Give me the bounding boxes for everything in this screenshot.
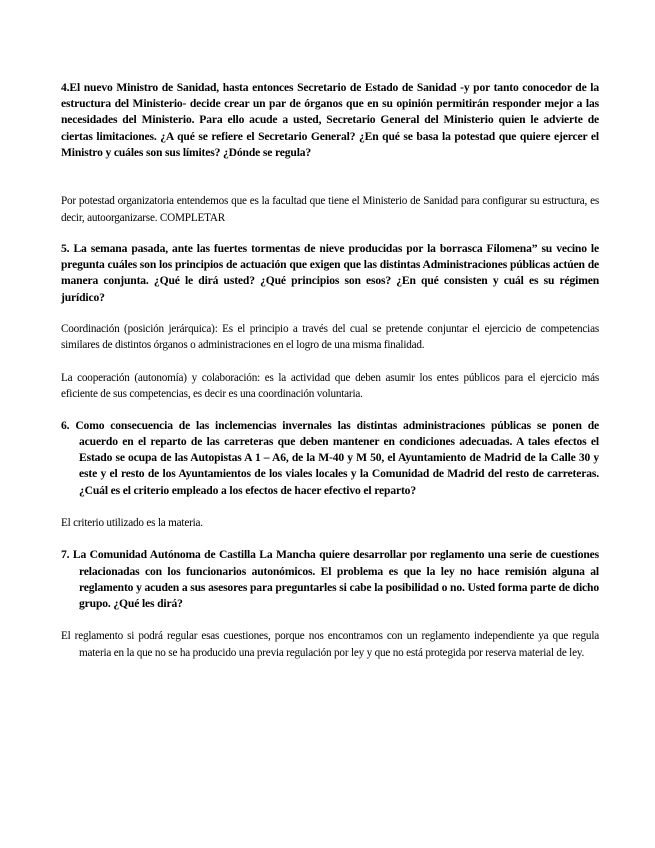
document-page: [61, 80, 599, 661]
question-6: 6. Como consecuencia de las inclemencias invernales las distintas administraciones públicas se ponen de acuerdo en el reparto de las carreteras que deben mantener en condiciones adecuadas. A tales efectos el Estado se ocupa de las Autopistas A 1 – A6, de la M-40 y M 50, el Ayuntamiento de Madrid de la Calle 30 y este y el resto de los Ayuntamientos de los viales locales y la Comunidad de Madrid del resto de carreteras. ¿Cuál es el criterio empleado a los efectos de hacer efectivo el reparto?: [61, 418, 599, 497]
question-7: 7. La Comunidad Autónoma de Castilla La Mancha quiere desarrollar por reglamento una serie de cuestiones relacionadas con los funcionarios autonómicos. El problema es que la ley no hace remisión alguna al reglamento y acuden a sus asesores para preguntarles si cabe la posibilidad o no. Usted forma parte de dicho grupo. ¿Qué les dirá?: [61, 548, 599, 610]
question-5: 5. La semana pasada, ante las fuertes tormentas de nieve producidas por la borrasca Filomena” su vecino le pregunta cuáles son los principios de actuación que exigen que las distintas Administraciones públicas actúen de manera conjunta. ¿Qué le dirá usted? ¿Qué principios son esos? ¿En qué consisten y cuál es su régimen jurídico?: [61, 242, 599, 304]
answer-7: El reglamento si podrá regular esas cuestiones, porque nos encontramos con un reglamento independiente ya que regula materia en la que no se ha producido una previa regulación por ley y que no está protegida por reserva material de ley.: [61, 630, 599, 659]
answer-5-cooperacion: La cooperación (autonomía) y colaboración: es la actividad que deben asumir los entes públicos para el ejercicio más eficiente de sus competencias, es decir es una coordinación voluntaria.: [61, 371, 599, 401]
question-4: 4.El nuevo Ministro de Sanidad, hasta entonces Secretario de Estado de Sanidad -y por tanto conocedor de la estructura del Ministerio- decide crear un par de órganos que en su opinión permitirán responder mejor a las necesidades del Ministerio. Para ello acude a usted, Secretario General del Ministerio quien le advierte de ciertas limitaciones. ¿A qué se refiere el Secretario General? ¿En qué se basa la potestad que quiere ejercer el Ministro y cuáles son sus límites? ¿Dónde se regula?: [61, 81, 599, 159]
answer-4: Por potestad organizatoria entendemos que es la facultad que tiene el Ministerio de Sanidad para configurar su estructura, es decir, autoorganizarse. COMPLETAR: [61, 195, 599, 224]
answer-6: El criterio utilizado es la materia.: [61, 516, 203, 529]
answer-5-coordinacion: Coordinación (posición jerárquica): Es el principio a través del cual se pretende conjuntar el ejercicio de competencias similares de distintos órganos o administraciones en el logro de una misma finalidad.: [61, 322, 599, 352]
